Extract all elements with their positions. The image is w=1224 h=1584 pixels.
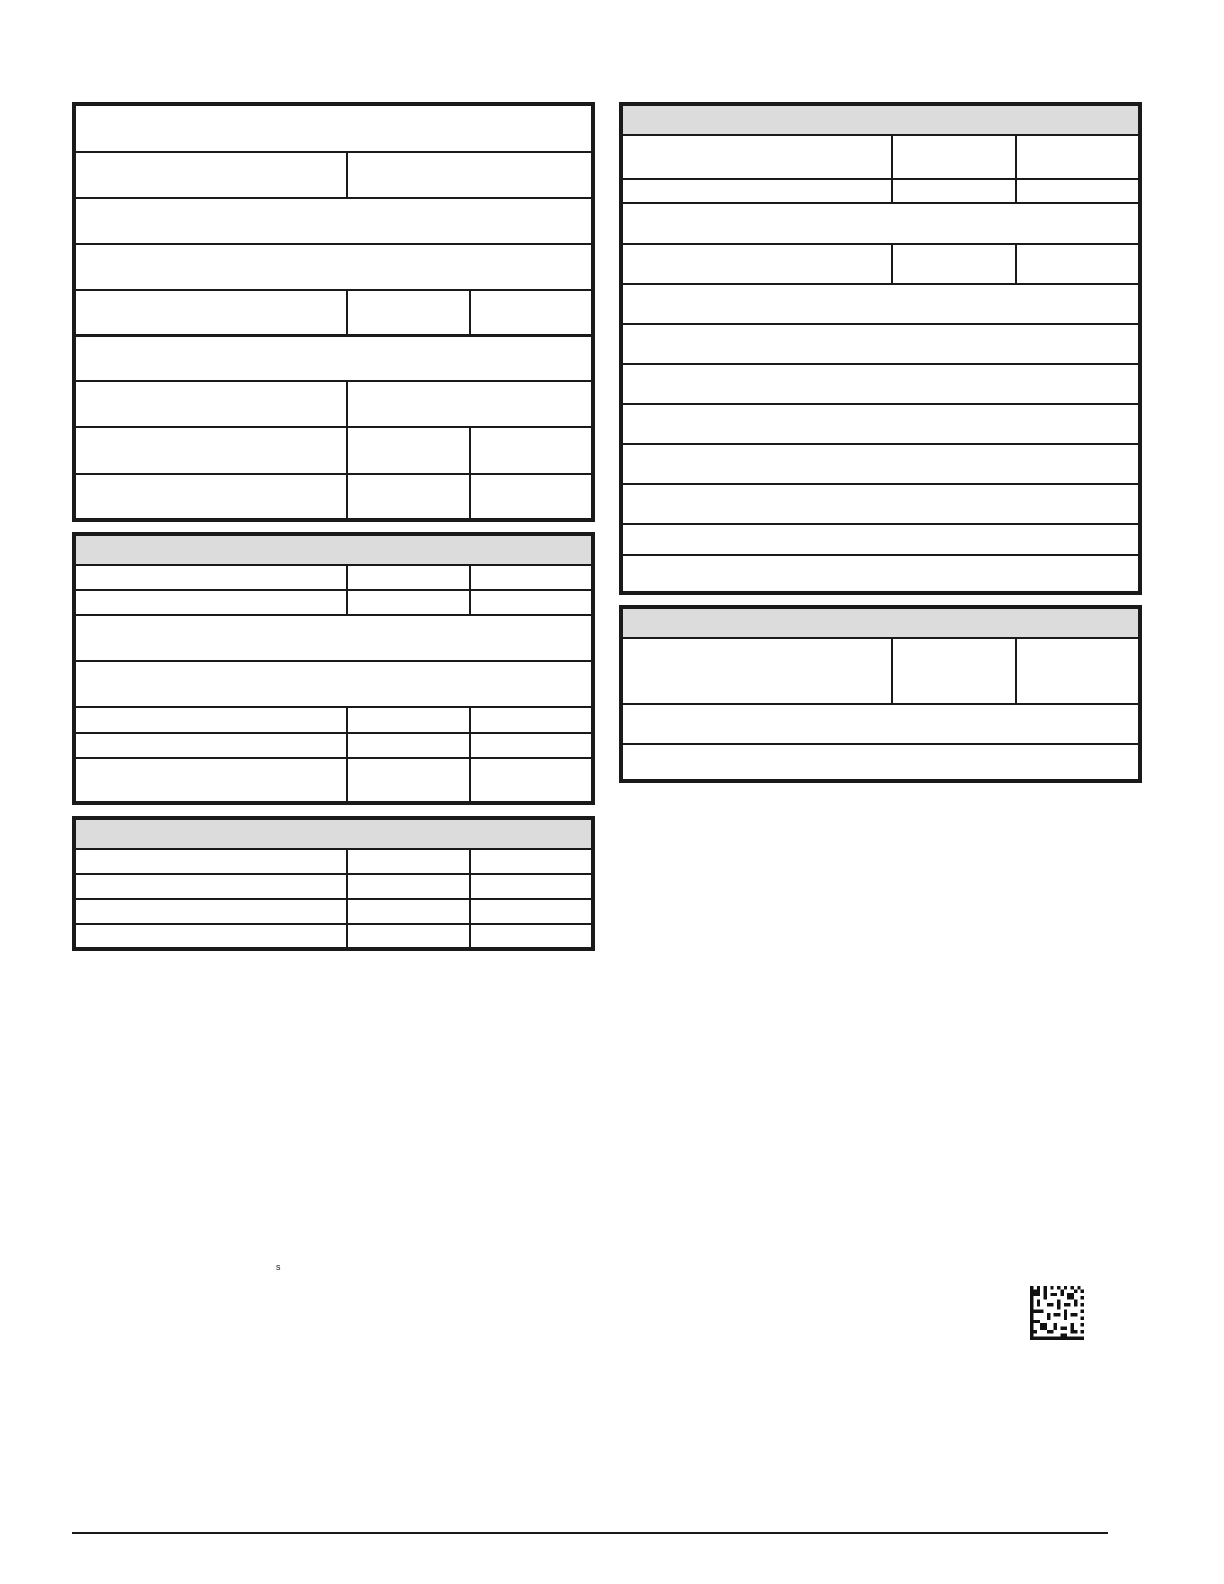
column-divider	[469, 289, 471, 334]
row-divider-thick	[76, 334, 591, 337]
row-divider	[623, 178, 1138, 180]
column-divider	[346, 151, 348, 197]
column-divider	[469, 426, 471, 522]
section-header-band	[623, 609, 1138, 639]
row-divider	[623, 554, 1138, 556]
form-section-box-c	[72, 816, 595, 951]
row-divider	[623, 243, 1138, 245]
row-divider	[76, 923, 591, 925]
data-matrix-barcode-icon	[1030, 1286, 1084, 1340]
row-divider	[76, 706, 591, 708]
row-divider	[76, 660, 591, 662]
row-divider	[623, 443, 1138, 445]
column-divider	[1015, 637, 1017, 705]
footer-divider	[72, 1532, 1108, 1534]
row-divider	[76, 757, 591, 759]
column-divider	[1015, 134, 1017, 204]
section-header-band	[623, 106, 1138, 136]
column-divider	[346, 564, 348, 616]
column-divider	[346, 848, 348, 951]
row-divider	[76, 473, 591, 475]
row-divider	[623, 523, 1138, 525]
section-header-band	[76, 536, 591, 566]
row-divider	[76, 614, 591, 616]
form-section-box-d	[619, 102, 1142, 595]
row-divider	[76, 589, 591, 591]
row-divider	[76, 380, 591, 382]
form-section-box-b	[72, 532, 595, 805]
column-divider	[346, 289, 348, 334]
column-divider	[469, 848, 471, 951]
row-divider	[623, 743, 1138, 745]
form-section-box-a	[72, 102, 595, 522]
column-divider	[891, 637, 893, 705]
row-divider	[623, 483, 1138, 485]
row-divider	[623, 202, 1138, 204]
column-divider	[346, 380, 348, 522]
column-divider	[891, 243, 893, 285]
row-divider	[623, 323, 1138, 325]
column-divider	[469, 706, 471, 805]
column-divider	[346, 706, 348, 805]
row-divider	[76, 898, 591, 900]
row-divider	[76, 243, 591, 245]
stray-mark-text: s	[276, 1262, 281, 1272]
row-divider	[76, 197, 591, 199]
row-divider	[76, 426, 591, 428]
row-divider	[76, 732, 591, 734]
form-section-box-e	[619, 605, 1142, 783]
row-divider	[623, 283, 1138, 285]
row-divider	[76, 289, 591, 291]
row-divider	[76, 873, 591, 875]
row-divider	[623, 403, 1138, 405]
section-header-band	[76, 820, 591, 850]
column-divider	[891, 134, 893, 204]
column-divider	[469, 564, 471, 616]
row-divider	[623, 703, 1138, 705]
column-divider	[1015, 243, 1017, 285]
row-divider	[76, 151, 591, 153]
row-divider	[623, 363, 1138, 365]
